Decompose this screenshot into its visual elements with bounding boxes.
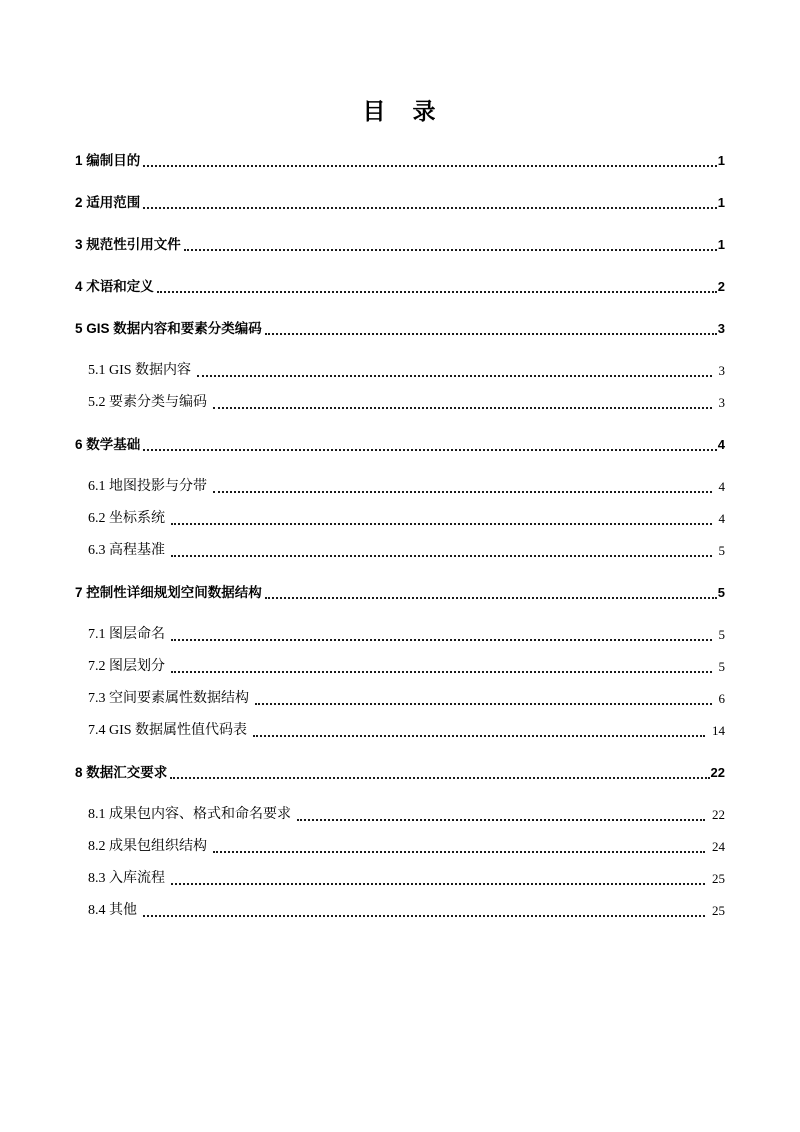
- toc-page-number: 2: [717, 279, 725, 294]
- toc-entry-label[interactable]: 6.3 高程基准: [88, 543, 165, 558]
- dot-leader: [213, 407, 712, 409]
- toc-entry-label[interactable]: 5.1 GIS 数据内容: [88, 363, 192, 378]
- toc-page-number: 1: [717, 237, 725, 252]
- toc-entry-label[interactable]: 7.2 图层划分: [88, 659, 165, 674]
- toc-entry[interactable]: [75, 763, 725, 782]
- toc-page-number: 5: [718, 543, 725, 558]
- dot-leader: [213, 491, 712, 493]
- toc-entry[interactable]: [75, 541, 725, 560]
- dot-leader: [171, 883, 705, 885]
- dot-leader: [297, 819, 705, 821]
- toc-page-number: 1: [717, 153, 725, 168]
- toc-entry-label[interactable]: 8.4 其他: [88, 903, 137, 918]
- toc-entry-label[interactable]: 7.3 空间要素属性数据结构: [88, 691, 249, 706]
- toc-entry[interactable]: [75, 361, 725, 380]
- toc-entry-label[interactable]: 6.2 坐标系统: [88, 511, 165, 526]
- toc-entry-label[interactable]: 7 控制性详细规划空间数据结构: [75, 585, 262, 600]
- dot-leader: [143, 449, 717, 451]
- page-title: 目 录: [362, 99, 438, 124]
- toc-entry-label[interactable]: 7.4 GIS 数据属性值代码表: [88, 723, 248, 738]
- dot-leader: [171, 555, 712, 557]
- toc-page-number: 22: [710, 765, 725, 780]
- toc-entry[interactable]: [75, 319, 725, 338]
- toc-page-number: 5: [718, 627, 725, 642]
- toc-entry-label[interactable]: 3 规范性引用文件: [75, 237, 181, 252]
- toc-entry-label[interactable]: 5 GIS 数据内容和要素分类编码: [75, 321, 262, 336]
- toc-page-number: 1: [717, 195, 725, 210]
- dot-leader: [184, 249, 717, 251]
- dot-leader: [170, 777, 709, 779]
- toc-entry[interactable]: [75, 901, 725, 920]
- dot-leader: [157, 291, 717, 293]
- toc-entry-label[interactable]: 8.1 成果包内容、格式和命名要求: [88, 807, 291, 822]
- toc-page-number: 3: [718, 363, 725, 378]
- toc-entry-label[interactable]: 5.2 要素分类与编码: [88, 395, 207, 410]
- toc-page-number: 14: [712, 723, 725, 738]
- dot-leader: [213, 851, 705, 853]
- toc-entry[interactable]: [75, 277, 725, 296]
- toc-page-number: 25: [712, 903, 725, 918]
- dot-leader: [197, 375, 711, 377]
- toc-entry[interactable]: [75, 657, 725, 676]
- dot-leader: [265, 597, 717, 599]
- dot-leader: [143, 915, 705, 917]
- toc-entry-label[interactable]: 7.1 图层命名: [88, 627, 165, 642]
- toc-entry[interactable]: [75, 689, 725, 708]
- toc-page-number: 4: [717, 437, 725, 452]
- toc-entry-label[interactable]: 8.3 入库流程: [88, 871, 165, 886]
- toc-list: [75, 151, 725, 920]
- toc-entry-label[interactable]: 1 编制目的: [75, 153, 141, 168]
- toc-entry-label[interactable]: 8.2 成果包组织结构: [88, 839, 207, 854]
- toc-entry[interactable]: [75, 435, 725, 454]
- toc-page-number: 4: [718, 479, 725, 494]
- toc-page-number: 5: [718, 659, 725, 674]
- toc-entry[interactable]: [75, 393, 725, 412]
- toc-page-number: 24: [712, 839, 725, 854]
- toc-entry[interactable]: [75, 193, 725, 212]
- toc-entry[interactable]: [75, 837, 725, 856]
- dot-leader: [265, 333, 717, 335]
- toc-page-number: 5: [717, 585, 725, 600]
- dot-leader: [171, 639, 712, 641]
- toc-page-number: 4: [718, 511, 725, 526]
- toc-entry[interactable]: [75, 721, 725, 740]
- toc-entry[interactable]: [75, 869, 725, 888]
- toc-entry[interactable]: [75, 805, 725, 824]
- toc-page-number: 22: [712, 807, 725, 822]
- toc-entry-label[interactable]: 8 数据汇交要求: [75, 765, 168, 780]
- dot-leader: [171, 523, 712, 525]
- toc-entry-label[interactable]: 2 适用范围: [75, 195, 141, 210]
- toc-entry-label[interactable]: 4 术语和定义: [75, 279, 154, 294]
- toc-entry-label[interactable]: 6 数学基础: [75, 437, 141, 452]
- toc-page-number: 25: [712, 871, 725, 886]
- dot-leader: [255, 703, 712, 705]
- dot-leader: [171, 671, 712, 673]
- dot-leader: [143, 165, 717, 167]
- toc-entry[interactable]: [75, 477, 725, 496]
- toc-entry[interactable]: [75, 235, 725, 254]
- toc-page-number: 6: [718, 691, 725, 706]
- toc-page-number: 3: [718, 395, 725, 410]
- dot-leader: [253, 735, 705, 737]
- toc-entry[interactable]: [75, 509, 725, 528]
- toc-entry[interactable]: [75, 151, 725, 170]
- toc-page-number: 3: [717, 321, 725, 336]
- toc-entry[interactable]: [75, 625, 725, 644]
- toc-entry-label[interactable]: 6.1 地图投影与分带: [88, 479, 207, 494]
- toc-entry[interactable]: [75, 583, 725, 602]
- dot-leader: [143, 207, 717, 209]
